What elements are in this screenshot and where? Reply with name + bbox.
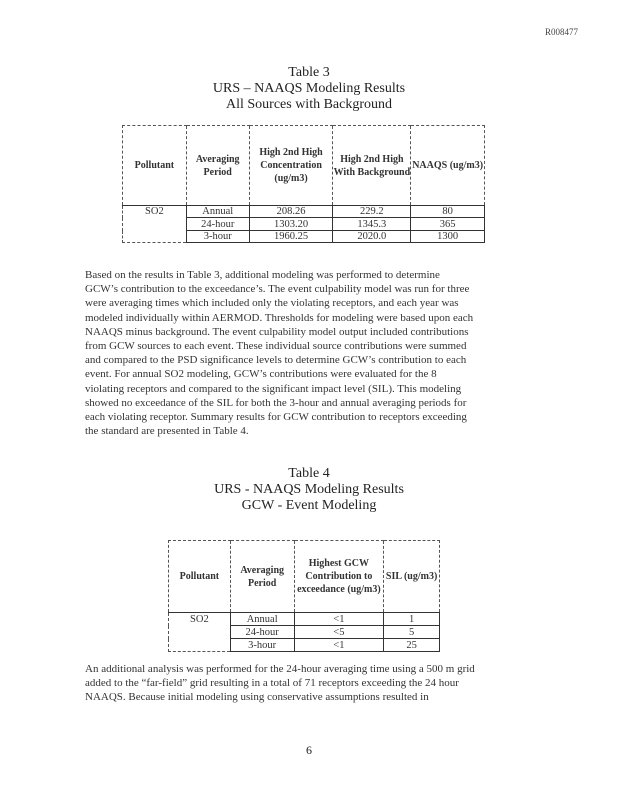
text-line: event. For annual SO2 modeling, GCW’s contributions were evaluated for the 8: [85, 368, 437, 381]
table3-title: [0, 65, 618, 113]
table3-cell: [123, 218, 187, 231]
text-line: and compared to the PSD significance levels to determine GCW’s contribution to each: [85, 354, 467, 367]
table-row: [123, 231, 485, 243]
table3-header-concentration: High 2nd High Concentration (ug/m3): [249, 126, 333, 206]
text-line: the standard are presented in Table 4.: [85, 425, 249, 438]
document-id: R008477: [544, 27, 578, 37]
text-line: showed no exceedance of the SIL for both the 3-hour and annual averaging periods for: [85, 396, 467, 409]
paragraph-additional-analysis: [85, 662, 535, 705]
table4-title-line: GCW - Event Modeling: [241, 498, 377, 513]
table3-header-period: Averaging Period: [186, 126, 249, 206]
table4-cell: 1: [384, 613, 440, 626]
table4-cell: <1: [294, 613, 384, 626]
table4-cell: 25: [384, 639, 440, 652]
text-line: violating receptors and compared to the significant impact level (SIL). This modeling: [85, 382, 462, 395]
text-line: GCW’s contribution to the exceedance’s. The event culpability model was run for three: [85, 283, 470, 296]
table4-header-pollutant: Pollutant: [169, 541, 231, 613]
table3: [122, 125, 485, 243]
table3-cell: 2020.0: [333, 231, 411, 243]
table4-title: [0, 466, 618, 514]
table4-cell: [169, 626, 231, 639]
table-row: [169, 639, 440, 652]
text-line: were averaging times which included only the violating receptors, and each year was: [85, 297, 459, 310]
table3-header-pollutant: Pollutant: [123, 126, 187, 206]
table3-title-line: URS – NAAQS Modeling Results: [212, 81, 406, 96]
text-line: from GCW sources to each event. These individual source contributions were summed: [85, 340, 467, 353]
table3-cell: [123, 231, 187, 243]
text-line: An additional analysis was performed for the 24-hour averaging time using a 500 m grid: [85, 663, 475, 675]
table4-cell: [169, 639, 231, 652]
table3-cell: Annual: [186, 206, 249, 218]
table3-cell: 1345.3: [333, 218, 411, 231]
table4-cell: SO2: [169, 613, 231, 626]
paragraph-modeling-description: [85, 268, 535, 438]
table4-cell: <1: [294, 639, 384, 652]
table4-header-sil: SIL (ug/m3): [384, 541, 440, 613]
table3-cell: 1300: [411, 231, 485, 243]
table-row: [169, 626, 440, 639]
text-line: modeled individually within AERMOD. Thresholds for modeling were based upon each: [85, 311, 474, 324]
table4-cell: 3-hour: [230, 639, 294, 652]
table4-cell: 5: [384, 626, 440, 639]
table3-header-with-background: High 2nd High With Background: [333, 126, 411, 206]
table3-cell: 24-hour: [186, 218, 249, 231]
table4-title-line: Table 4: [288, 466, 330, 481]
page-number: 6: [306, 743, 312, 757]
table3-cell: 3-hour: [186, 231, 249, 243]
text-line: NAAQS. Because initial modeling using conservative assumptions resulted in: [85, 691, 429, 704]
table3-cell: 229.2: [333, 206, 411, 218]
table4-cell: <5: [294, 626, 384, 639]
table4-cell: 24-hour: [230, 626, 294, 639]
table4-header-contribution: Highest GCW Contribution to exceedance (ug/m3): [294, 541, 384, 613]
table3-title-line: Table 3: [288, 65, 330, 80]
table-row: [123, 218, 485, 231]
table3-cell: 1303.20: [249, 218, 333, 231]
text-line: added to the “far-field” grid resulting in a total of 71 receptors exceeding the 24 hour: [85, 677, 459, 690]
text-line: Based on the results in Table 3, additional modeling was performed to determine: [85, 269, 440, 281]
text-line: NAAQS minus background. The event culpability model output included contributions: [85, 325, 469, 338]
table3-cell: SO2: [123, 206, 187, 218]
text-line: each violating receptor. Summary results for GCW contribution to receptors exceeding: [85, 411, 467, 424]
table3-header-naaqs: NAAQS (ug/m3): [411, 126, 485, 206]
table4-header-period: Averaging Period: [230, 541, 294, 613]
table4: [168, 540, 440, 652]
table3-cell: 1960.25: [249, 231, 333, 243]
table3-cell: 80: [411, 206, 485, 218]
table3-cell: 365: [411, 218, 485, 231]
table-row: [169, 613, 440, 626]
table4-title-line: URS - NAAQS Modeling Results: [214, 482, 404, 497]
table-row: [123, 206, 485, 218]
table4-cell: Annual: [230, 613, 294, 626]
table3-cell: 208.26: [249, 206, 333, 218]
table3-title-line: All Sources with Background: [225, 97, 393, 112]
